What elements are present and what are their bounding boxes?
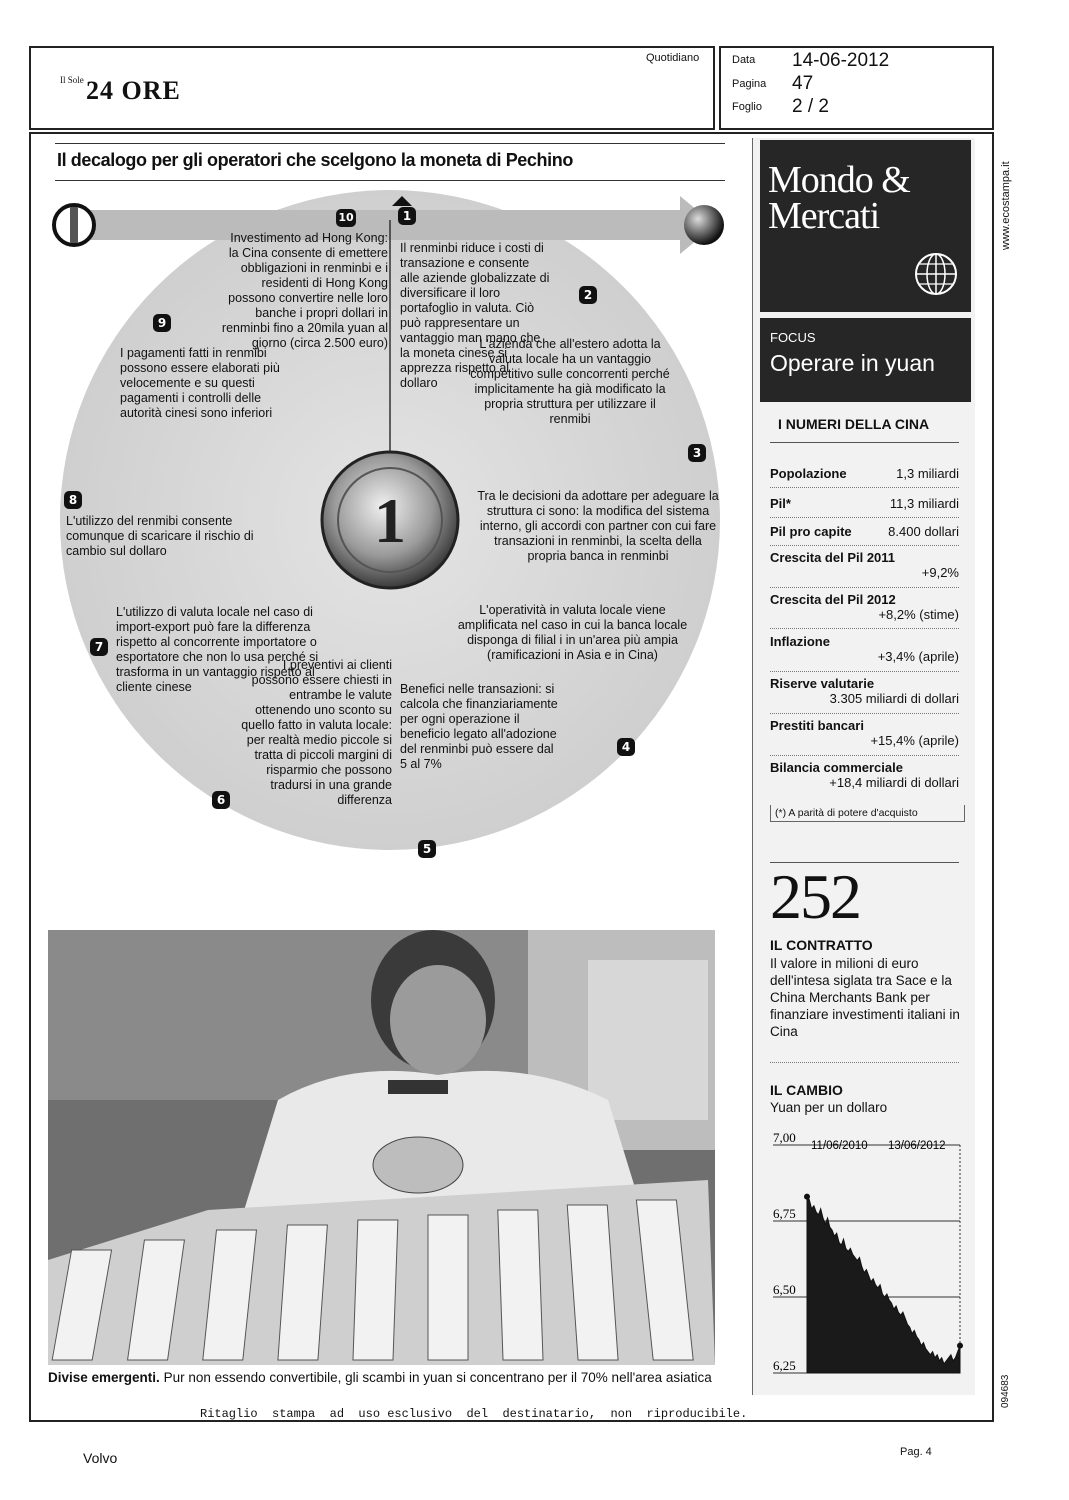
photo-teller-counting-banknotes <box>48 930 715 1365</box>
value-data: 14-06-2012 <box>792 50 890 71</box>
exchange-y-tick-label: 6,75 <box>773 1206 796 1221</box>
item-number-10: 10 <box>336 209 356 227</box>
section-title-line2: Mercati <box>768 195 880 237</box>
stat-pil-pro-capite <box>770 524 959 539</box>
stat-divider <box>770 628 959 629</box>
infographic-top-rule <box>55 143 725 144</box>
stat-prestiti <box>770 718 959 748</box>
exchange-title: IL CAMBIO <box>770 1082 843 1098</box>
stat-divider <box>770 671 959 672</box>
stat-crescita-2012 <box>770 592 959 622</box>
contract-title: IL CONTRATTO <box>770 937 873 953</box>
footnote: (*) A parità di potere d'acquisto <box>770 805 965 822</box>
exchange-chart <box>765 1125 970 1385</box>
exchange-y-tick-label: 6,25 <box>773 1358 796 1373</box>
item-number-8: 8 <box>64 491 82 509</box>
item-text-7: L'utilizzo di valuta locale nel caso di import-export può fare la differenza rispetto al concorrente importatore o esportatore che non lo usa perché si trasforma in un vantaggio rispetto al cliente cinese <box>116 605 319 694</box>
stat-riserve <box>770 676 959 706</box>
exchange-x-end-label: 13/06/2012 <box>888 1140 946 1152</box>
item-text-4: L'operatività in valuta locale viene amplificata nel caso in cui la banca locale disponga di filial i in un'area più ampia (ramificazioni in Asia e in Cina) <box>457 603 688 662</box>
footer-left: Volvo <box>83 1450 118 1466</box>
exchange-area <box>807 1197 960 1373</box>
stat-label: Inflazione <box>770 634 830 649</box>
publication-type: Quotidiano <box>646 52 700 64</box>
stat-label: Prestiti bancari <box>770 718 864 733</box>
stat-divider <box>770 545 959 546</box>
stat-inflazione <box>770 634 959 664</box>
stat-divider <box>770 755 959 756</box>
focus-title: Operare in yuan <box>770 350 935 376</box>
sidebar-left-rule <box>752 138 753 1395</box>
item-number-1: 1 <box>398 207 416 225</box>
stat-label: Popolazione <box>770 466 847 481</box>
exchange-sub: Yuan per un dollaro <box>770 1100 888 1115</box>
footer-page: Pag. 4 <box>900 1446 932 1458</box>
globe-icon <box>912 250 960 298</box>
item-text-6: I preventivi ai clienti possono essere chiesti in entrambe le valute ottenendo uno sconto su quello fatto in valuta locale: per realtà medio piccole si tratta di piccoli margini di risparmio che possono tradursi in una grande differenza <box>241 658 392 807</box>
label-foglio: Foglio <box>732 101 762 113</box>
stat-divider <box>770 487 959 488</box>
stat-label: Riserve valutarie <box>770 676 875 691</box>
stat-bilancia <box>770 760 959 790</box>
stat-value: 1,3 miliardi <box>896 466 959 481</box>
stat-label: Pil pro capite <box>770 524 852 539</box>
photo-caption-text: Pur non essendo convertibile, gli scambi in yuan si concentrano per il 70% nell'area asiatica <box>163 1370 712 1385</box>
stat-value: 3.305 miliardi di dollari <box>829 691 959 706</box>
stat-value: +18,4 miliardi di dollari <box>829 775 959 790</box>
infographic-title: Il decalogo per gli operatori che scelgono la moneta di Pechino <box>57 150 573 170</box>
logo-small: Il Sole <box>60 75 84 85</box>
big-number: 252 <box>770 861 860 932</box>
svg-text:1: 1 <box>374 485 406 556</box>
item-text-1: Il renminbi riduce i costi di transazione e consente alle aziende globalizzate di diversificare il loro portafoglio in valuta. Ciò può rappresentare un vantaggio man mano che la moneta cinese si apprezza rispetto al dollaro <box>400 241 550 390</box>
stat-value: +8,2% (stime) <box>878 607 959 622</box>
stat-popolazione <box>770 466 959 481</box>
photo-caption-bold: Divise emergenti. <box>48 1370 160 1385</box>
disclaimer: Ritaglio stampa ad uso esclusivo del destinatario, non riproducibile. <box>200 1407 748 1421</box>
item-number-5: 5 <box>418 840 436 858</box>
side-code: 094683 <box>1000 1374 1011 1408</box>
stat-label: Pil* <box>770 496 791 511</box>
stat-value: 8.400 dollari <box>888 524 959 539</box>
photo-caption <box>48 1370 728 1385</box>
exchange-x-start-label: 11/06/2010 <box>811 1140 868 1152</box>
stat-label: Crescita del Pil 2012 <box>770 592 896 607</box>
value-foglio: 2 / 2 <box>792 96 829 117</box>
item-text-2: L'azienda che all'estero adotta la valuta locale ha un vantaggio competitivo sulle concorrenti perché implicitamente ha già modificato la propria struttura per utilizzare il renmibi <box>470 337 670 426</box>
exchange-y-tick-label: 7,00 <box>773 1130 796 1145</box>
stat-label: Bilancia commerciale <box>770 760 903 775</box>
stat-divider <box>770 587 959 588</box>
item-text-3: Tra le decisioni da adottare per adeguare la struttura ci sono: la modifica del sistema interno, gli accordi con partner con cui fare transazioni in renminbi, la scelta della propria banca in renminbi <box>477 489 719 563</box>
stat-value: +9,2% <box>921 565 959 580</box>
contract-text: Il valore in milioni di euro dell'intesa siglata tra Sace e la China Merchants Bank per finanziare investimenti italiani in Cina <box>770 956 960 1039</box>
stat-value: 11,3 miliardi <box>889 496 959 511</box>
focus-label: FOCUS <box>770 330 816 345</box>
item-text-5: Benefici nelle transazioni: si calcola che finanziariamente per ogni operazione il beneficio legato all'adozione del renminbi può essere dal 5 al 7% <box>400 682 558 771</box>
item-text-10: Investimento ad Hong Kong: la Cina consente di emettere obbligazioni in renminbi e i residenti di Hong Kong possono convertire nelle loro banche i propri dollari in renminbi fino a 20mila yuan al giorno (circa 2.500 euro) <box>221 231 388 350</box>
stat-crescita-2011 <box>770 550 959 580</box>
side-url: www.ecostampa.it <box>1000 161 1012 250</box>
label-pagina: Pagina <box>732 78 767 90</box>
numbers-title: I NUMERI DELLA CINA <box>778 416 930 432</box>
stat-divider <box>770 713 959 714</box>
item-number-3: 3 <box>688 444 706 462</box>
stat-value: +3,4% (aprile) <box>877 649 959 664</box>
value-pagina: 47 <box>792 73 814 94</box>
item-number-9: 9 <box>153 314 171 332</box>
item-number-4: 4 <box>617 738 635 756</box>
stat-divider <box>770 517 959 518</box>
stats-top-rule <box>770 442 959 443</box>
item-number-2: 2 <box>579 286 597 304</box>
item-text-8: L'utilizzo del renmibi consente comunque di scaricare il rischio di cambio sul dollaro <box>66 514 254 558</box>
exchange-end-point <box>957 1343 963 1349</box>
exchange-start-point <box>804 1194 810 1200</box>
section-title-line1: Mondo & <box>768 159 910 201</box>
contract-rule <box>770 1062 959 1063</box>
infographic-title-rule <box>55 180 725 181</box>
arrow-bar <box>88 210 688 240</box>
label-data: Data <box>732 54 756 66</box>
item-number-6: 6 <box>212 791 230 809</box>
item-text-9: I pagamenti fatti in renmibi possono essere elaborati più velocemente e su questi pagamenti i controlli delle autorità cinesi sono inferiori <box>120 346 280 420</box>
stat-pil <box>770 496 959 511</box>
item-number-7: 7 <box>90 638 108 656</box>
logo: 24 ORE <box>86 76 181 105</box>
stat-label: Crescita del Pil 2011 <box>770 550 896 565</box>
exchange-y-tick-label: 6,50 <box>773 1282 796 1297</box>
end-ball-icon <box>684 205 724 245</box>
stat-value: +15,4% (aprile) <box>870 733 959 748</box>
